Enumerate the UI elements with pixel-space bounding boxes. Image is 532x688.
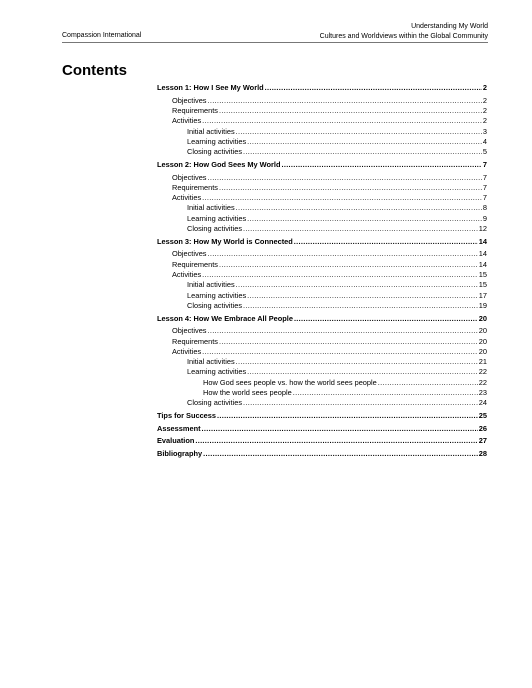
toc-page-number: 17 — [478, 290, 487, 300]
toc-page-number: 5 — [482, 147, 487, 157]
toc-page-number: 20 — [478, 346, 487, 356]
toc-entry-title: Activities — [172, 270, 202, 279]
toc-entry-title: Tips for Success — [157, 411, 217, 421]
toc-entry-title: Objectives — [172, 249, 207, 259]
toc-entry-title: Initial activities — [187, 126, 235, 136]
toc-page-number: 28 — [478, 449, 487, 459]
toc-entry-title: Requirements — [172, 336, 219, 346]
toc-page-number: 3 — [482, 126, 487, 136]
toc-leader — [294, 314, 478, 324]
toc-page-number: 22 — [478, 367, 487, 377]
toc-page-number: 9 — [482, 213, 487, 223]
toc-entry-title: Closing activities — [187, 398, 243, 408]
toc-entry-title: Bibliography — [157, 449, 203, 459]
toc-page-number: 7 — [482, 159, 487, 169]
toc-entry-title: Requirements — [172, 182, 219, 192]
toc-entry[interactable] — [157, 106, 487, 116]
toc-page-number: 20 — [478, 326, 487, 336]
toc-leader — [195, 436, 477, 446]
toc-leader — [202, 424, 478, 434]
toc-entry-title: Lesson 4: How We Embrace All People — [157, 313, 293, 323]
toc-leader — [243, 301, 478, 311]
toc-entry-title: Activities — [172, 116, 202, 126]
toc-entry-title: Learning activities — [187, 136, 247, 146]
header-organization: Compassion International — [62, 32, 142, 39]
toc-entry-title: Activities — [172, 193, 202, 203]
toc-page-number: 20 — [478, 336, 487, 346]
toc-leader — [208, 249, 478, 259]
toc-entry[interactable] — [157, 173, 487, 183]
header-document-title — [320, 22, 488, 42]
toc-page-number: 19 — [478, 300, 487, 310]
toc-leader — [203, 449, 478, 459]
toc-entry-title: Objectives — [172, 326, 207, 336]
header-title-line-1: Understanding My World — [411, 23, 488, 30]
toc-leader — [247, 367, 478, 377]
toc-leader — [236, 203, 482, 213]
toc-entry[interactable] — [157, 203, 487, 213]
toc-leader — [208, 326, 478, 336]
toc-page-number: 25 — [478, 411, 487, 421]
toc-entry[interactable] — [157, 127, 487, 137]
toc-entry[interactable] — [157, 260, 487, 270]
toc-entry[interactable] — [157, 326, 487, 336]
toc-entry-assessment[interactable] — [157, 424, 487, 434]
toc-leader — [247, 137, 482, 147]
toc-entry-title: How God sees people vs. how the world sees people — [203, 377, 377, 387]
toc-entry-title: Closing activities — [187, 300, 243, 310]
toc-entry-title: Assessment — [157, 423, 201, 433]
toc-entry[interactable] — [157, 337, 487, 347]
toc-page-number: 15 — [478, 280, 487, 290]
toc-entry-lesson-4[interactable] — [157, 314, 487, 324]
toc-entry-title: Learning activities — [187, 290, 247, 300]
toc-entry[interactable] — [157, 291, 487, 301]
toc-entry-title: Closing activities — [187, 147, 243, 157]
toc-entry-title: Lesson 3: How My World is Connected — [157, 236, 293, 246]
toc-leader — [236, 280, 478, 290]
toc-entry[interactable] — [157, 378, 487, 388]
toc-entry-title: Learning activities — [187, 213, 247, 223]
toc-page-number: 8 — [482, 203, 487, 213]
toc-leader — [219, 260, 478, 270]
toc-entry[interactable] — [157, 193, 487, 203]
toc-page-number: 7 — [482, 182, 487, 192]
toc-page-number: 2 — [482, 105, 487, 115]
toc-page-number: 15 — [478, 270, 487, 279]
toc-leader — [202, 116, 482, 126]
toc-leader — [202, 347, 478, 357]
toc-leader — [236, 127, 482, 137]
toc-leader — [281, 160, 481, 170]
toc-page-number: 20 — [478, 313, 487, 323]
toc-entry[interactable] — [157, 147, 487, 157]
toc-entry[interactable] — [157, 183, 487, 193]
toc-entry-title: Learning activities — [187, 367, 247, 377]
toc-entry[interactable] — [157, 301, 487, 311]
toc-entry[interactable] — [157, 214, 487, 224]
toc-entry-title: Evaluation — [157, 436, 195, 446]
toc-page-number: 2 — [482, 116, 487, 126]
toc-leader — [293, 388, 478, 398]
table-of-contents — [157, 83, 487, 462]
toc-entry-title: Objectives — [172, 95, 207, 105]
toc-entry[interactable] — [157, 398, 487, 408]
toc-leader — [378, 378, 478, 388]
toc-leader — [219, 183, 482, 193]
toc-entry-lesson-1[interactable] — [157, 83, 487, 93]
toc-entry-title: Closing activities — [187, 224, 243, 234]
toc-entry-title: Initial activities — [187, 280, 235, 290]
toc-leader — [243, 398, 478, 408]
toc-leader — [208, 173, 482, 183]
toc-entry-title: Initial activities — [187, 203, 235, 213]
toc-entry-title: Requirements — [172, 259, 219, 269]
toc-leader — [247, 214, 482, 224]
toc-entry-tips[interactable] — [157, 411, 487, 421]
toc-page-number: 7 — [482, 172, 487, 182]
toc-page-number: 12 — [478, 224, 487, 234]
toc-entry-title: Objectives — [172, 172, 207, 182]
toc-entry[interactable] — [157, 388, 487, 398]
toc-entry[interactable] — [157, 270, 487, 280]
toc-leader — [202, 193, 482, 203]
toc-entry[interactable] — [157, 116, 487, 126]
toc-entry[interactable] — [157, 367, 487, 377]
toc-page-number: 4 — [482, 136, 487, 146]
toc-leader — [217, 411, 478, 421]
header-divider — [62, 42, 488, 43]
toc-page-number: 22 — [478, 377, 487, 387]
toc-entry-title: Lesson 1: How I See My World — [157, 83, 264, 92]
toc-entry-evaluation[interactable] — [157, 436, 487, 446]
toc-leader — [219, 106, 482, 116]
toc-leader — [243, 147, 482, 157]
toc-page-number: 14 — [478, 249, 487, 259]
toc-leader — [219, 337, 478, 347]
toc-entry[interactable] — [157, 357, 487, 367]
toc-page-number: 14 — [478, 259, 487, 269]
toc-entry-title: Requirements — [172, 105, 219, 115]
toc-entry-lesson-2[interactable] — [157, 160, 487, 170]
toc-entry-title: Initial activities — [187, 357, 235, 367]
toc-page-number: 2 — [482, 95, 487, 105]
toc-page-number: 23 — [478, 388, 487, 398]
toc-entry[interactable] — [157, 224, 487, 234]
toc-entry-title: How the world sees people — [203, 388, 292, 398]
toc-entry[interactable] — [157, 280, 487, 290]
toc-entry-title: Activities — [172, 346, 202, 356]
toc-page-number: 21 — [478, 357, 487, 367]
toc-entry-bibliography[interactable] — [157, 449, 487, 459]
toc-entry[interactable] — [157, 137, 487, 147]
toc-leader — [236, 357, 478, 367]
toc-page-number: 26 — [478, 423, 487, 433]
toc-page-number: 27 — [478, 436, 487, 446]
toc-page-number: 2 — [482, 83, 487, 92]
toc-leader — [208, 96, 482, 106]
toc-leader — [243, 224, 478, 234]
toc-entry-lesson-3[interactable] — [157, 237, 487, 247]
toc-page-number: 14 — [478, 236, 487, 246]
header-title-line-2: Cultures and Worldviews within the Global Community — [319, 33, 488, 40]
toc-leader — [202, 270, 478, 280]
toc-entry[interactable] — [157, 347, 487, 357]
toc-leader — [265, 83, 482, 93]
toc-page-number: 7 — [482, 193, 487, 203]
page-title: Contents — [62, 62, 127, 79]
toc-entry-title: Lesson 2: How God Sees My World — [157, 159, 281, 169]
toc-leader — [247, 291, 478, 301]
toc-entry[interactable] — [157, 249, 487, 259]
toc-leader — [294, 237, 478, 247]
toc-page-number: 24 — [478, 398, 487, 408]
toc-entry[interactable] — [157, 96, 487, 106]
